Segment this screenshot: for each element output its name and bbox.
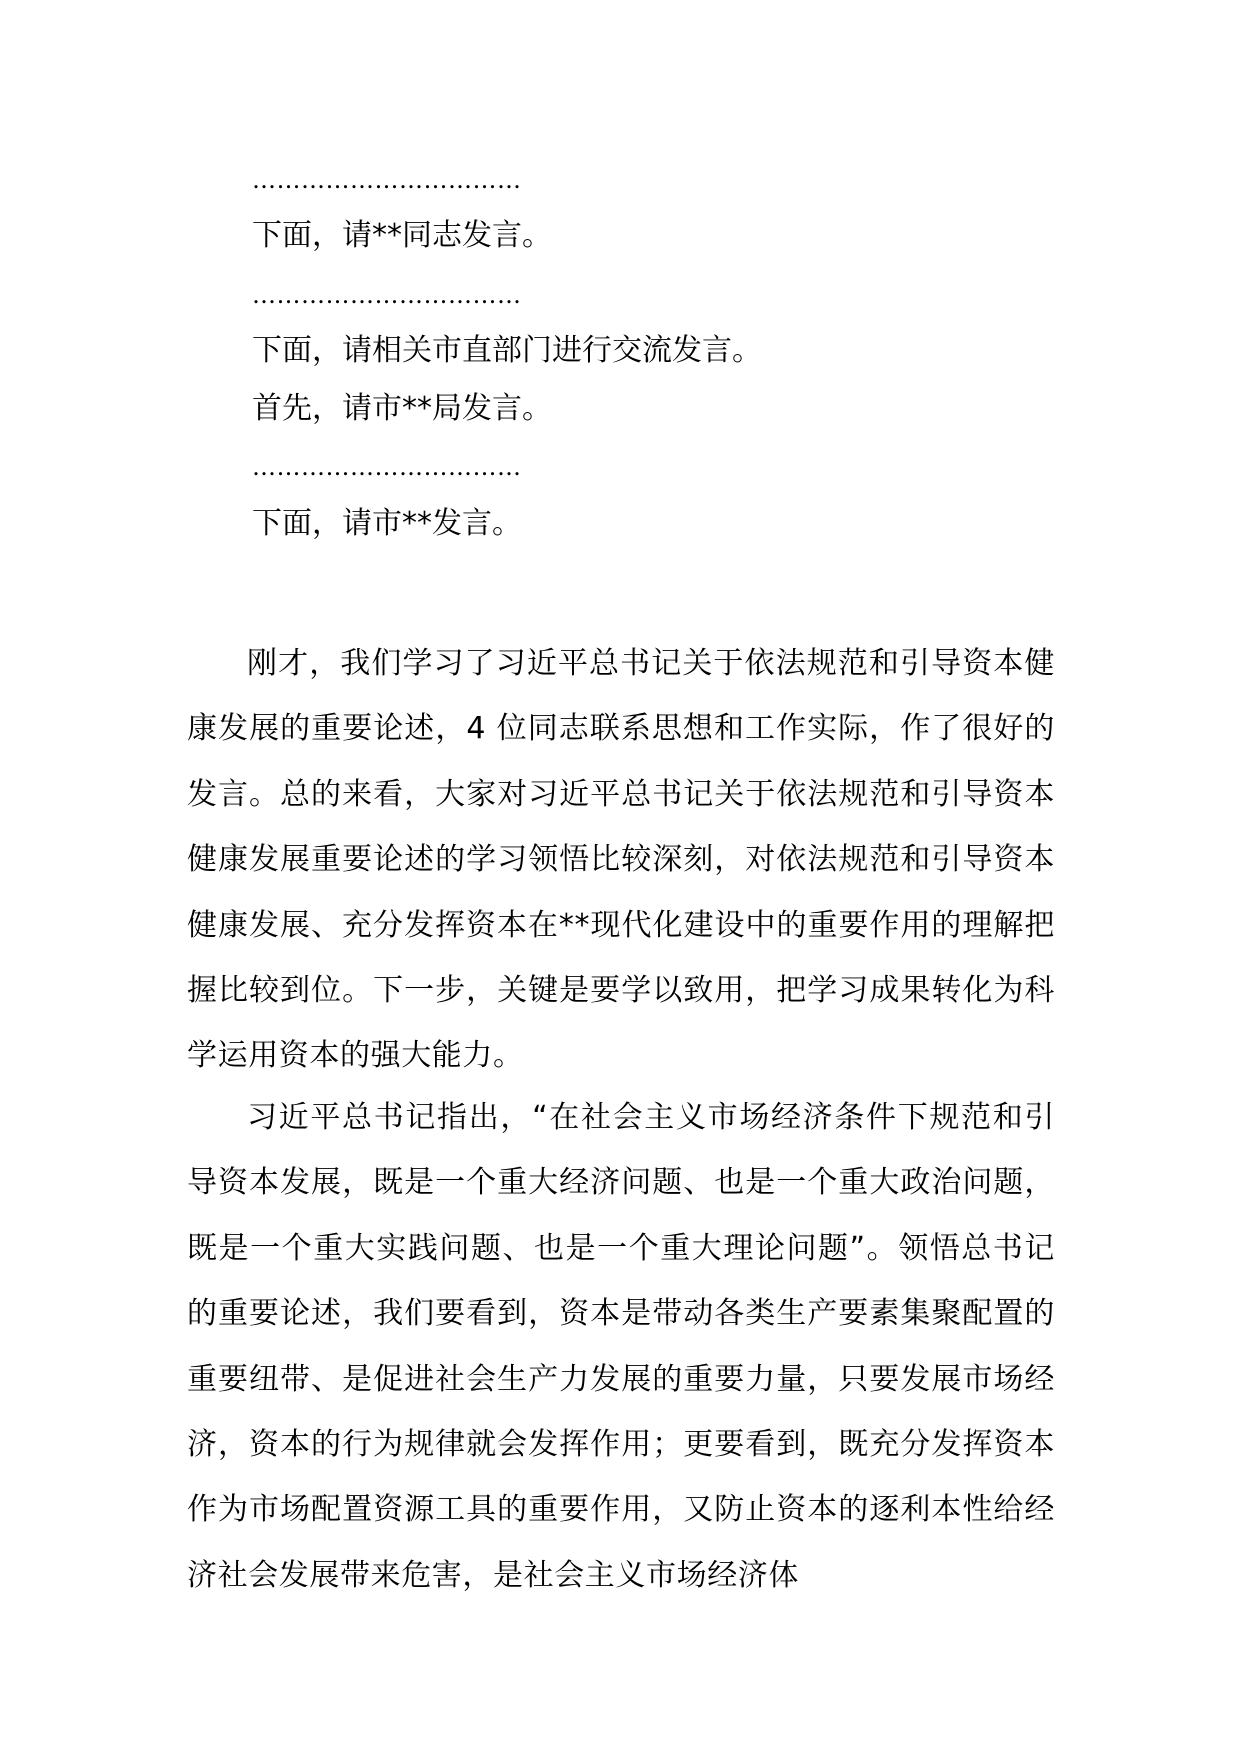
- summary-paragraph: 刚才，我们学习了习近平总书记关于依法规范和引导资本健康发展的重要论述，4 位同志联系思想和工作实际，作了很好的发言。总的来看，大家对习近平总书记关于依法规范和引导资本健康发展重要论述的学习领悟比较深刻，对依法规范和引导资本健康发展、充分发挥资本在**现代化建设中的重要作用的理解把握比较到位。下一步，关键是要学以致用，把学习成果转化为科学运用资本的强大能力。: [187, 646, 1055, 1074]
- ellipsis-line: ……………………………: [252, 453, 522, 481]
- speech-invitation-line: 下面，请市**发言。: [252, 506, 522, 541]
- speech-invitation-line: 首先，请市**局发言。: [252, 391, 552, 426]
- speech-invitation-line: 下面，请相关市直部门进行交流发言。: [252, 333, 762, 368]
- body-paragraph: 习近平总书记指出，“在社会主义市场经济条件下规范和引导资本发展，既是一个重大经济问题、也是一个重大政治问题，既是一个重大实践问题、也是一个重大理论问题”。领悟总书记的重要论述，我们要看到，资本是带动各类生产要素集聚配置的重要纽带、是促进社会生产力发展的重要力量，只要发展市场经济，资本的行为规律就会发挥作用；更要看到，既充分发挥资本作为市场配置资源工具的重要作用，又防止资本的逐利本性给经济社会发展带来危害，是社会主义市场经济体: [187, 1100, 1055, 1593]
- speech-invitation-line: 下面，请**同志发言。: [252, 218, 552, 253]
- ellipsis-line: ……………………………: [252, 166, 522, 194]
- ellipsis-line: ……………………………: [252, 281, 522, 309]
